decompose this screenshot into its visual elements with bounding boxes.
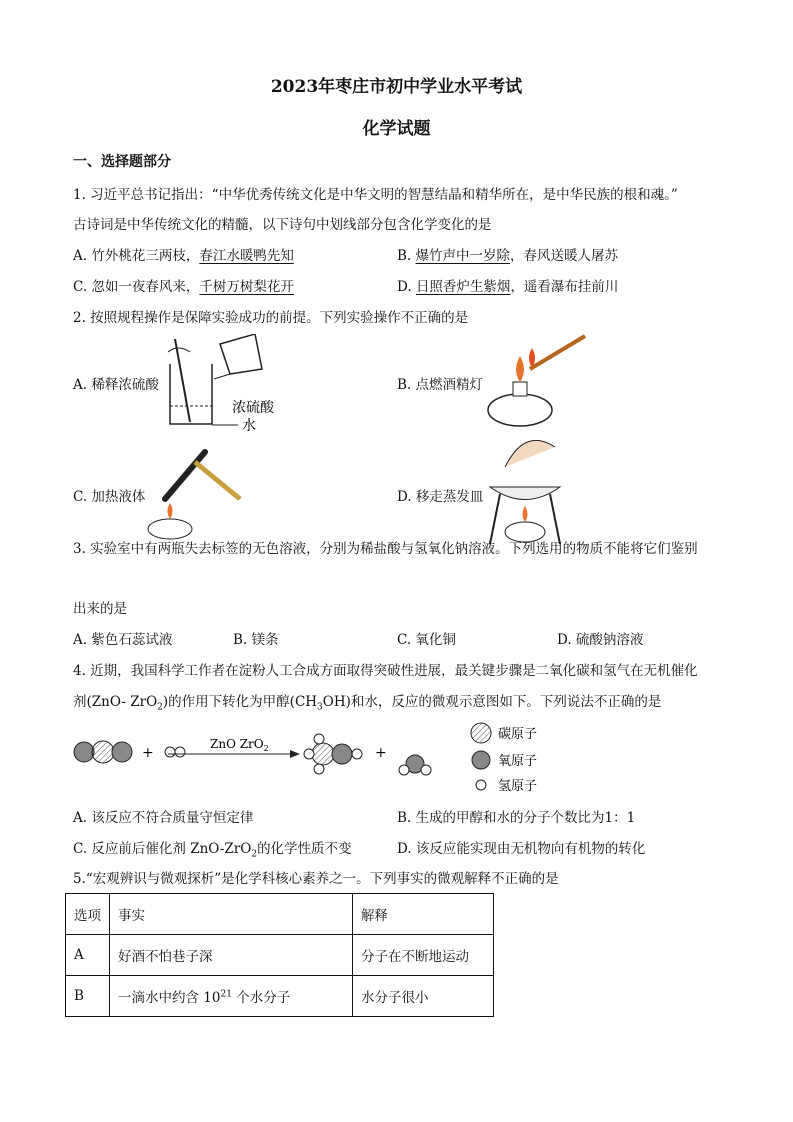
q1-option-a: A. 竹外桃花三两枝，春江水暖鸭先知 xyxy=(73,248,294,264)
q3-option-a: A. 紫色石蕊试液 xyxy=(73,632,173,648)
svg-text:+: + xyxy=(375,745,387,761)
reaction-diagram xyxy=(70,722,560,802)
q5-stem: 5.“宏观辨识与微观探析”是化学科核心素养之一。下列事实的微观解释不正确的是 xyxy=(73,871,559,887)
dilute-acid-figure xyxy=(150,334,290,434)
q3-stem: 出来的是 xyxy=(73,601,127,617)
q2-option-b: B. 点燃酒精灯 xyxy=(397,377,484,393)
page-subtitle: 化学试题 xyxy=(362,119,431,139)
q4-stem: 剂(ZnO- ZrO$_2$)的作用下转化为甲醇$(CH_3OH)$和水，反应的微观示意图如下。下列说法不正确的是 xyxy=(73,694,662,713)
page-title: 2023年枣庄市初中学业水平考试 xyxy=(270,77,523,97)
q1-stem: 古诗词是中华传统文化的精髓，以下诗句中划线部分包含化学变化的是 xyxy=(73,217,492,233)
q2-option-a: A. 稀释浓硫酸 xyxy=(73,377,159,393)
svg-text:+: + xyxy=(142,745,154,761)
q3-option-d: D. 硫酸钠溶液 xyxy=(557,632,644,648)
q3-option-b: B. 镁条 xyxy=(233,632,279,648)
q5-table xyxy=(65,893,494,1017)
q2-option-d: D. 移走蒸发皿 xyxy=(397,489,484,505)
section-heading: 一、选择题部分 xyxy=(73,154,171,170)
table-row: A 好酒不怕巷子深 分子在不断地运动 xyxy=(66,935,494,976)
svg-text:浓硫酸: 浓硫酸 xyxy=(232,400,274,416)
svg-text:氢原子: 氢原子 xyxy=(498,779,538,794)
q4-option-a: A. 该反应不符合质量守恒定律 xyxy=(73,810,254,826)
q2-stem: 2. 按照规程操作是保障实验成功的前提。下列实验操作不正确的是 xyxy=(73,310,469,326)
q1-option-c: C. 忽如一夜春风来，千树万树梨花开 xyxy=(73,279,294,295)
svg-text:碳原子: 碳原子 xyxy=(498,727,538,742)
table-row: B 一滴水中约含 $10^{21}$ 个水分子 水分子很小 xyxy=(66,976,494,1017)
q2-option-c: C. 加热液体 xyxy=(73,489,146,505)
q1-option-b: B. 爆竹声中一岁除，春风送暖人屠苏 xyxy=(397,248,619,264)
catalyst-label: ZnO ZrO$_2$ xyxy=(210,737,269,753)
table-header-row: 选项 事实 解释 xyxy=(66,894,494,935)
q3-option-c: C. 氧化铜 xyxy=(397,632,456,648)
q4-option-d: D. 该反应能实现由无机物向有机物的转化 xyxy=(397,841,646,857)
q4-option-b: B. 生成的甲醇和水的分子个数比为1：1 xyxy=(397,810,636,826)
evaporating-dish-figure xyxy=(480,432,570,552)
svg-text:水: 水 xyxy=(242,418,256,434)
svg-text:氧原子: 氧原子 xyxy=(498,754,538,769)
q4-option-c: C. 反应前后催化剂 ZnO-ZrO$_2$的化学性质不变 xyxy=(73,841,352,860)
alcohol-lamp-figure xyxy=(480,334,590,434)
heat-liquid-figure xyxy=(145,444,245,544)
q3-stem: 3. 实验室中有两瓶失去标签的无色溶液，分别为稀盐酸与氢氧化钠溶液。下列选用的物质不能将它们鉴别 xyxy=(73,541,698,557)
q1-stem: 1. 习近平总书记指出：“中华优秀传统文化是中华文明的智慧结晶和精华所在，是中华民族的根和魂。” xyxy=(73,187,678,203)
q1-option-d: D. 日照香炉生紫烟，遥看瀑布挂前川 xyxy=(397,279,619,295)
q4-stem: 4. 近期，我国科学工作者在淀粉人工合成方面取得突破性进展，最关键步骤是二氧化碳和氢气在无机催化 xyxy=(73,663,698,679)
